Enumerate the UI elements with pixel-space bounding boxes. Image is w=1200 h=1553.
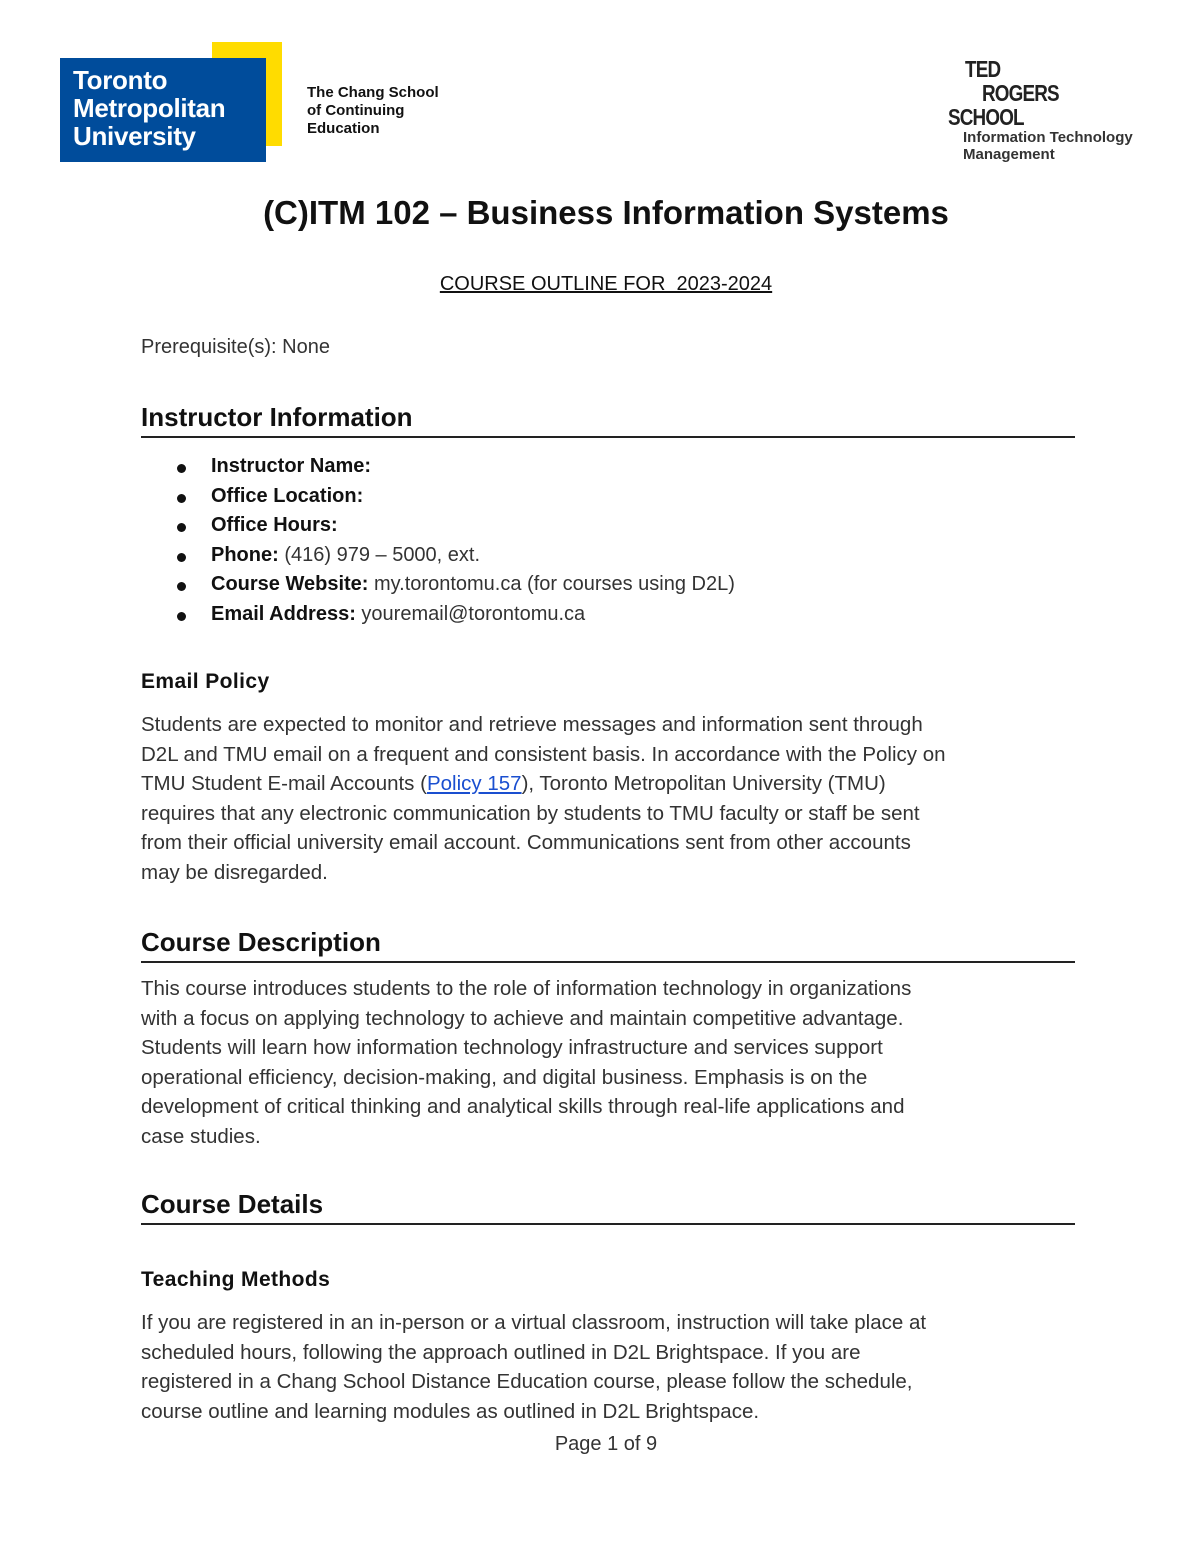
chang-logo-line: of Continuing	[307, 102, 405, 119]
list-item	[174, 570, 735, 600]
tmu-logo	[60, 42, 282, 162]
prerequisite-text: Prerequisite(s): None	[141, 336, 330, 358]
bullet-icon	[177, 523, 186, 532]
chang-logo-line: Education	[307, 120, 380, 137]
line-text: ), Toronto Metropolitan University (TMU)	[521, 772, 886, 795]
item-label: Email Address:	[211, 602, 356, 625]
list-item	[174, 600, 735, 630]
paragraph-line: with a focus on applying technology to achieve and maintain competitive advantage.	[141, 1006, 904, 1030]
paragraph-line: course outline and learning modules as outlined in D2L Brightspace.	[141, 1399, 760, 1423]
paragraph-line: If you are registered in an in-person or a virtual classroom, instruction will take place at	[141, 1311, 927, 1334]
bullet-icon	[177, 582, 186, 591]
list-item	[174, 482, 735, 512]
item-value: youremail@torontomu.ca	[355, 602, 586, 625]
list-item	[174, 511, 735, 541]
bullet-icon	[177, 494, 186, 503]
instructor-heading: Instructor Information	[141, 402, 1075, 438]
item-label: Office Location:	[211, 484, 364, 507]
subtitle-text: COURSE OUTLINE FOR 2023-2024	[439, 273, 773, 295]
instructor-info-list	[174, 452, 735, 630]
item-label: Course Website:	[211, 573, 369, 596]
paragraph-line: case studies.	[141, 1124, 261, 1148]
trs-logo-line: Management	[963, 146, 1055, 163]
paragraph-line	[141, 769, 1081, 799]
bullet-icon	[177, 553, 186, 562]
tmu-logo-text	[73, 66, 225, 150]
trs-logo-line: SCHOOL	[948, 104, 1024, 130]
tmu-logo-line: University	[73, 121, 196, 151]
course-description-heading: Course Description	[141, 927, 1075, 963]
paragraph-line: scheduled hours, following the approach outlined in D2L Brightspace. If you are	[141, 1340, 861, 1364]
paragraph-line: operational efficiency, decision-making, and digital business. Emphasis is on the	[141, 1065, 868, 1089]
paragraph-line: from their official university email account. Communications sent from other accounts	[141, 831, 911, 854]
document-subtitle	[0, 273, 1200, 296]
paragraph-line: This course introduces students to the role of information technology in organizations	[141, 977, 912, 1000]
tmu-logo-line: Metropolitan	[73, 93, 226, 123]
item-label: Instructor Name:	[211, 455, 372, 477]
paragraph-line: development of critical thinking and analytical skills through real-life applications and	[141, 1095, 905, 1118]
document-title: (C)ITM 102 – Business Information Systems	[263, 194, 949, 231]
item-value: (416) 979 – 5000, ext.	[278, 543, 481, 566]
bullet-icon	[177, 464, 186, 473]
tmu-logo-line: Toronto	[73, 65, 168, 95]
policy-157-link[interactable]: Policy 157	[426, 772, 522, 795]
chang-logo-line: The Chang School	[307, 84, 439, 101]
email-policy-heading: Email Policy	[141, 670, 270, 693]
trs-logo-line: Information Technology	[963, 129, 1133, 146]
item-label: Office Hours:	[211, 514, 338, 537]
paragraph-line: Students are expected to monitor and retrieve messages and information sent through	[141, 713, 923, 736]
page-number: Page 1 of 9	[554, 1433, 658, 1455]
trs-logo-line: TED	[965, 56, 1001, 82]
list-item	[174, 541, 735, 571]
paragraph-line: Students will learn how information technology infrastructure and services support	[141, 1036, 883, 1059]
course-description-paragraph	[141, 974, 1081, 1151]
list-item	[174, 452, 735, 482]
course-details-heading: Course Details	[141, 1189, 1075, 1225]
paragraph-line: registered in a Chang School Distance Education course, please follow the schedule,	[141, 1370, 913, 1393]
chang-school-logo	[307, 84, 439, 138]
trs-logo-line: ROGERS	[982, 80, 1059, 106]
item-label: Phone:	[211, 543, 279, 566]
paragraph-line: may be disregarded.	[141, 860, 328, 884]
email-policy-paragraph	[141, 710, 1081, 887]
bullet-icon	[177, 612, 186, 621]
paragraph-line: D2L and TMU email on a frequent and consistent basis. In accordance with the Policy on	[141, 742, 946, 766]
teaching-methods-heading: Teaching Methods	[141, 1268, 331, 1291]
paragraph-line: requires that any electronic communication by students to TMU faculty or staff be sent	[141, 801, 920, 825]
line-text: TMU Student E-mail Accounts (	[141, 772, 427, 795]
teaching-methods-paragraph	[141, 1308, 1081, 1426]
item-value: my.torontomu.ca (for courses using D2L)	[368, 573, 735, 596]
